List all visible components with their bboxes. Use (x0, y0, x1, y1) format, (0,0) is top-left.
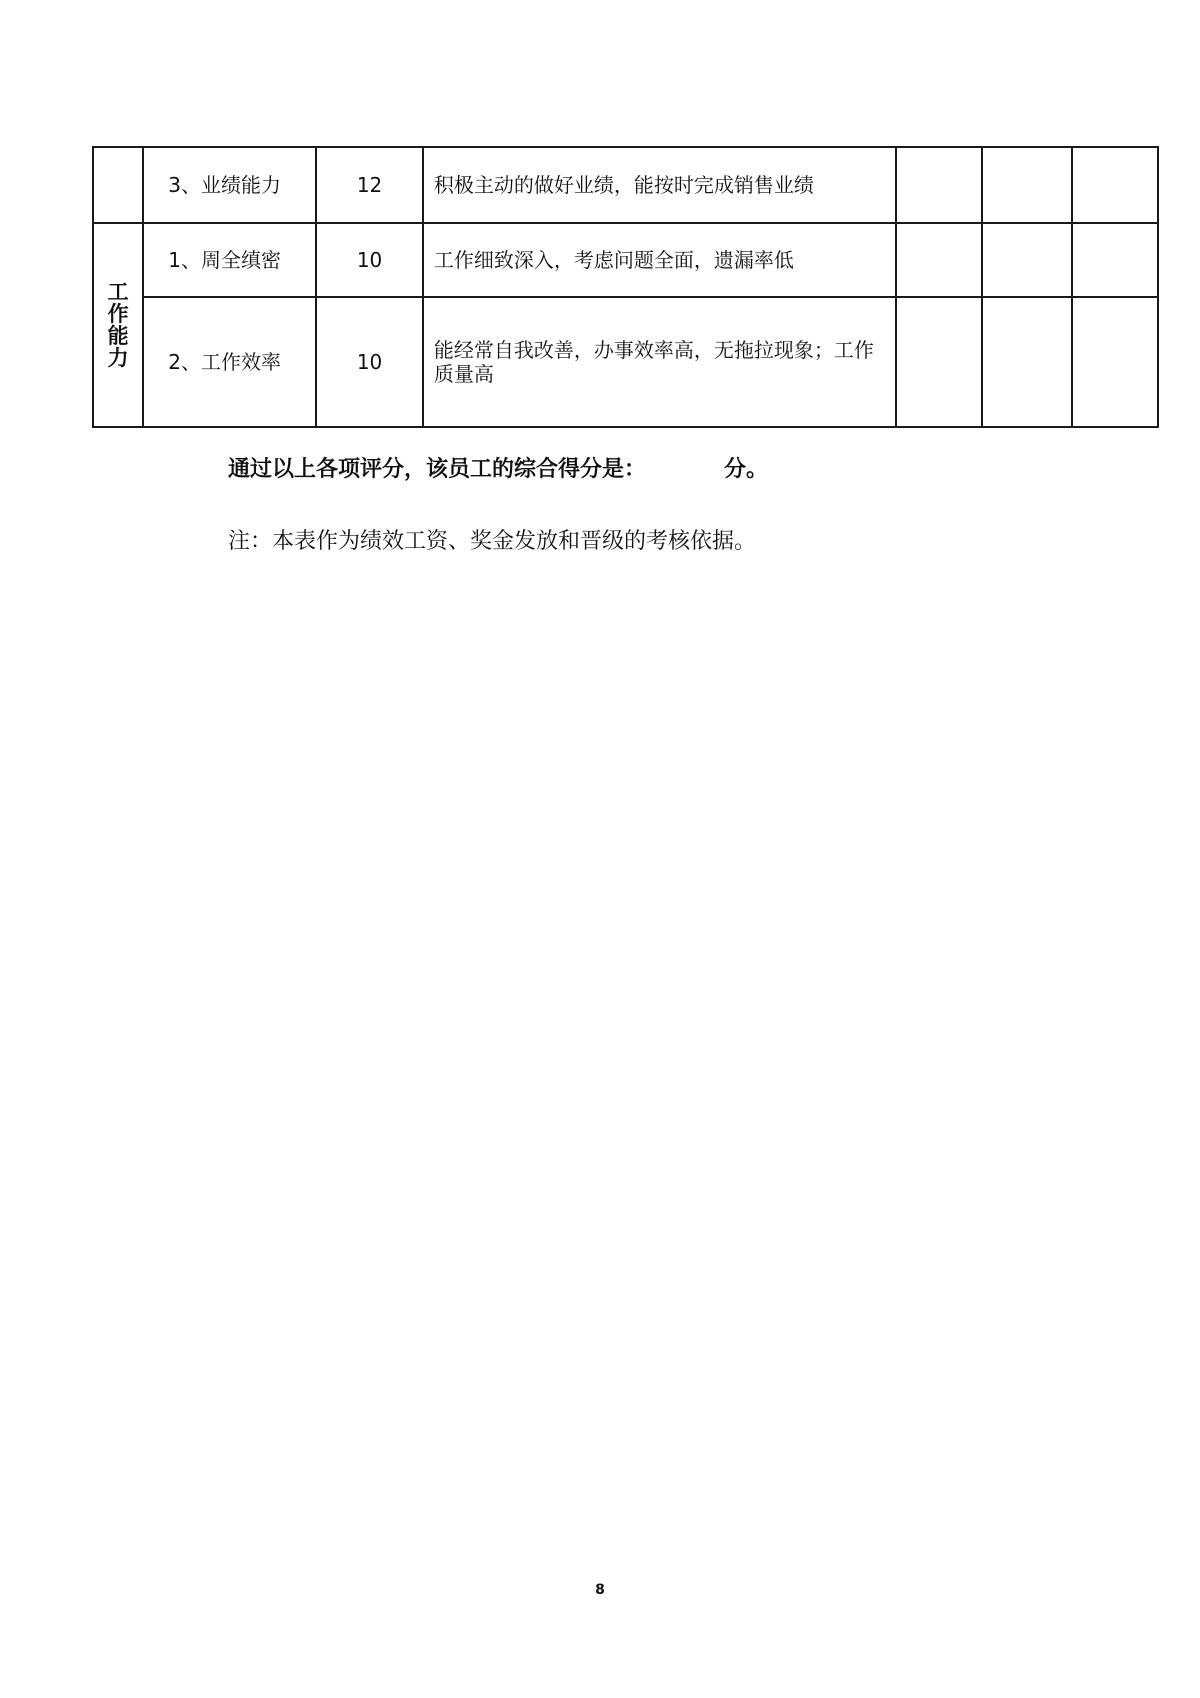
description-cell: 能经常自我改善，办事效率高，无拖拉现象；工作质量高 (423, 297, 896, 427)
description-cell: 工作细致深入，考虑问题全面，遗漏率低 (423, 223, 896, 297)
evaluation-cell[interactable] (896, 297, 982, 427)
item-cell: 3、业绩能力 (143, 147, 316, 223)
table-row (93, 297, 1158, 427)
score-cell: 12 (316, 147, 423, 223)
table-row (93, 223, 1158, 297)
evaluation-cell[interactable] (896, 147, 982, 223)
evaluation-cell[interactable] (982, 297, 1073, 427)
item-cell: 1、周全缜密 (143, 223, 316, 297)
evaluation-cell[interactable] (1072, 147, 1158, 223)
category-cell (93, 147, 143, 223)
evaluation-cell[interactable] (1072, 223, 1158, 297)
note-text: 注：本表作为绩效工资、奖金发放和晋级的考核依据。 (228, 529, 757, 554)
evaluation-cell[interactable] (982, 147, 1073, 223)
table-row (93, 147, 1158, 223)
summary-line (228, 452, 768, 483)
score-cell: 10 (316, 297, 423, 427)
category-label: 工作能力 (107, 280, 129, 370)
item-cell: 2、工作效率 (143, 297, 316, 427)
evaluation-cell[interactable] (896, 223, 982, 297)
category-cell (93, 223, 143, 427)
page-number: 8 (595, 1582, 605, 1598)
evaluation-cell[interactable] (982, 223, 1073, 297)
evaluation-table (92, 146, 1159, 428)
evaluation-cell[interactable] (1072, 297, 1158, 427)
summary-unit: 分。 (724, 457, 769, 482)
summary-label: 通过以上各项评分，该员工的综合得分是： (228, 457, 647, 482)
score-cell: 10 (316, 223, 423, 297)
description-cell: 积极主动的做好业绩，能按时完成销售业绩 (423, 147, 896, 223)
